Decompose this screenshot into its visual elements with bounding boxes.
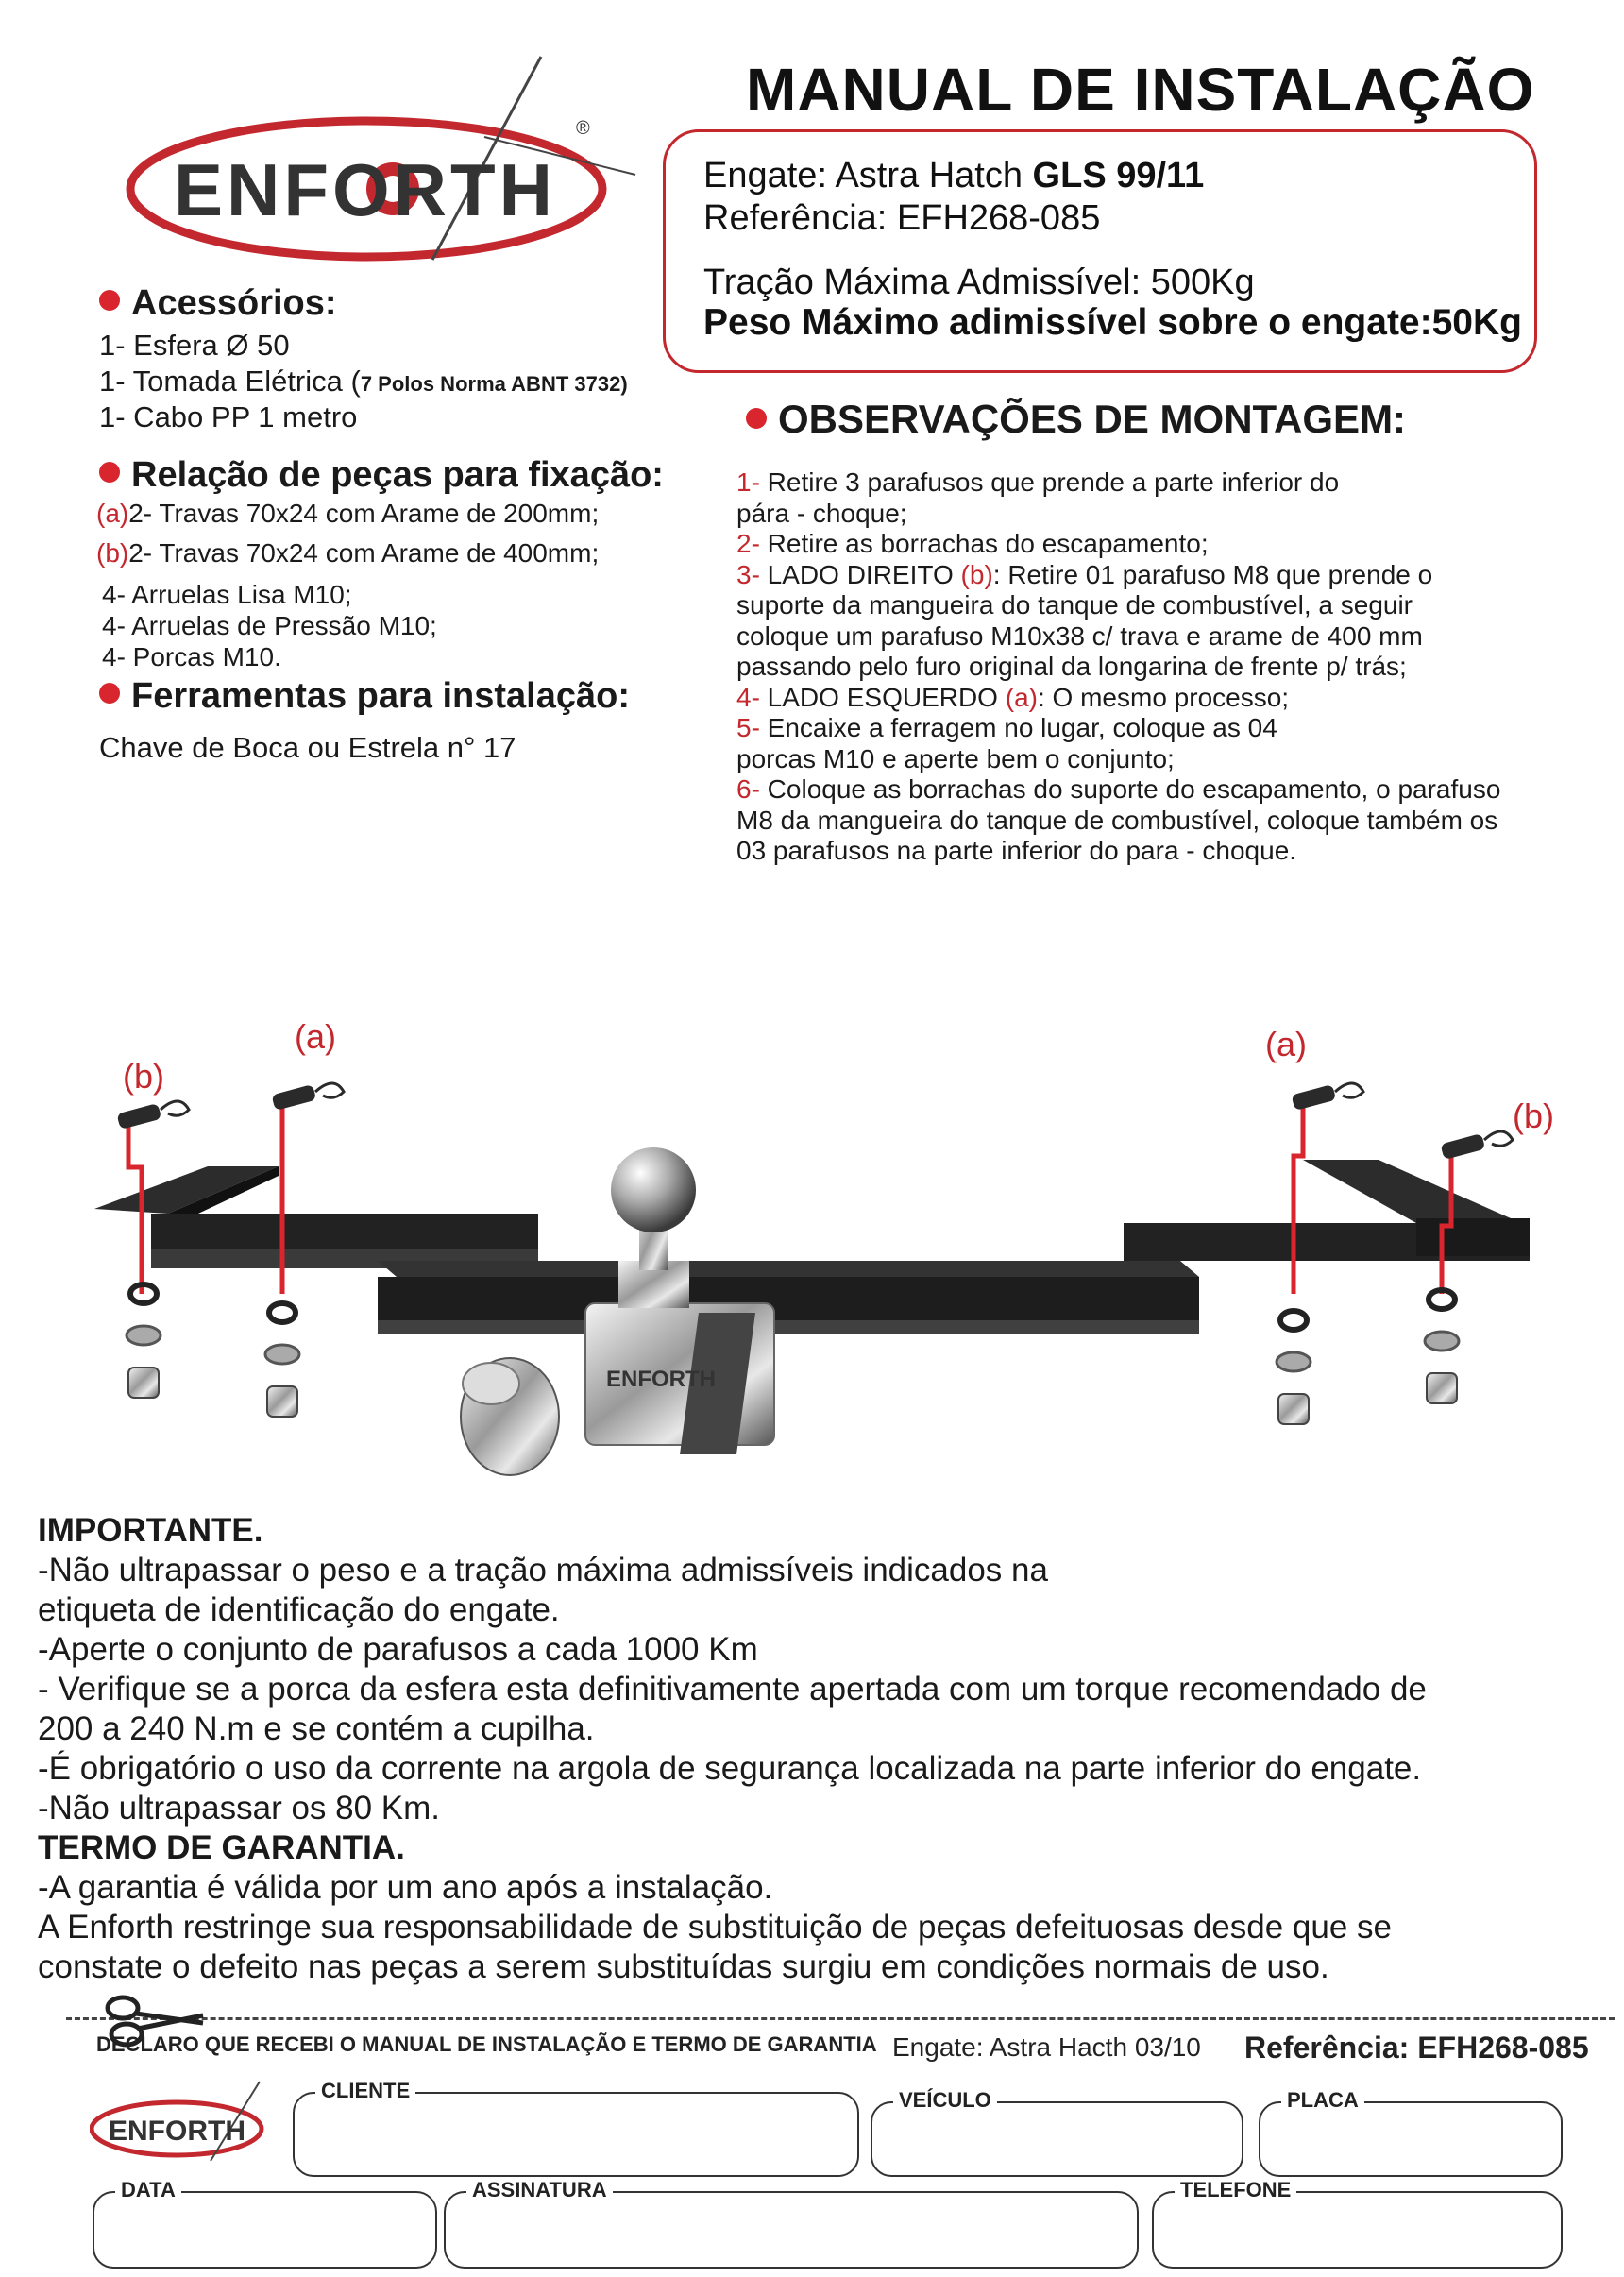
- observacoes-list: [736, 467, 1558, 867]
- registered-mark: ®: [576, 118, 590, 139]
- logo-wordmark: ENFORTH: [174, 148, 556, 231]
- plate-brand-text: ENFORTH: [606, 1367, 716, 1392]
- text-line: -Não ultrapassar o peso e a tração máxima admissíveis indicados na: [38, 1552, 1048, 1589]
- engate-line: [703, 156, 1204, 196]
- cut-line: [66, 2017, 1615, 2020]
- enforth-logo: [111, 47, 640, 274]
- observacoes-heading: OBSERVAÇÕES DE MONTAGEM:: [746, 397, 1406, 442]
- text-line: A Enforth restringe sua responsabilidade de substituição de peças defeituosas desde que se: [38, 1909, 1393, 1946]
- form-logo: [90, 2078, 279, 2167]
- page-title: MANUAL DE INSTALAÇÃO: [746, 56, 1535, 124]
- observacao-line: coloque um parafuso M10x38 c/ trava e arame de 400 mm: [736, 620, 1423, 651]
- observacao-line: 4- LADO ESQUERDO (a): O mesmo processo;: [736, 682, 1290, 712]
- left-arm: [94, 1166, 538, 1268]
- label-b-left: (b): [123, 1057, 164, 1096]
- importante-heading: IMPORTANTE.: [38, 1512, 263, 1549]
- peso-line: Peso Máximo adimissível sobre o engate:50Kg: [703, 302, 1522, 343]
- electric-socket: [461, 1358, 559, 1475]
- placa-label: PLACA: [1281, 2088, 1364, 2113]
- observacao-line: porcas M10 e aperte bem o conjunto;: [736, 743, 1175, 773]
- text-line: etiqueta de identificação do engate.: [38, 1591, 560, 1628]
- peca-item: 4- Arruelas Lisa M10;: [102, 580, 352, 609]
- acessorio-item: 1- Cabo PP 1 metro: [99, 400, 358, 433]
- assinatura-label: ASSINATURA: [466, 2178, 613, 2202]
- garantia-heading: TERMO DE GARANTIA.: [38, 1829, 405, 1866]
- text-line: -É obrigatório o uso da corrente na argola de segurança localizada na parte inferior do engate.: [38, 1750, 1422, 1787]
- peca-item: (b)2- Travas 70x24 com Arame de 400mm;: [96, 538, 600, 568]
- ferramentas-text: Chave de Boca ou Estrela n° 17: [99, 731, 516, 764]
- telefone-label: TELEFONE: [1175, 2178, 1296, 2202]
- ferramentas-heading: Ferramentas para instalação:: [99, 676, 630, 717]
- importante-lines: [38, 1551, 1596, 1828]
- veiculo-field[interactable]: [871, 2088, 1243, 2177]
- assinatura-field[interactable]: [444, 2178, 1139, 2269]
- bullet-icon: [746, 408, 767, 429]
- tow-hitch-diagram: [76, 1001, 1586, 1492]
- veiculo-label: VEÍCULO: [893, 2088, 997, 2113]
- referencia-line: Referência: EFH268-085: [703, 198, 1101, 238]
- text-line: - Verifique se a porca da esfera esta definitivamente apertada com um torque recomendado de: [38, 1671, 1427, 1708]
- cliente-label: CLIENTE: [315, 2079, 415, 2103]
- text-line: -Não ultrapassar os 80 Km.: [38, 1790, 441, 1827]
- tracao-line: Tração Máxima Admissível: 500Kg: [703, 263, 1255, 302]
- text-line: -A garantia é válida por um ano após a instalação.: [38, 1869, 773, 1906]
- cliente-field[interactable]: [293, 2079, 859, 2177]
- observacao-line: 2- Retire as borrachas do escapamento;: [736, 529, 1209, 558]
- right-arm: [1124, 1160, 1530, 1261]
- form-engate: Engate: Astra Hacth 03/10: [892, 2032, 1201, 2062]
- observacao-line: suporte da mangueira do tanque de combustível, a seguir: [736, 590, 1413, 620]
- label-a-right: (a): [1265, 1025, 1307, 1063]
- bullet-icon: [99, 290, 120, 311]
- peca-item: (a)2- Travas 70x24 com Arame de 200mm;: [96, 499, 600, 528]
- observacao-line: 5- Encaixe a ferragem no lugar, coloque as 04: [736, 713, 1277, 742]
- data-field[interactable]: [93, 2178, 437, 2269]
- placa-field[interactable]: [1259, 2088, 1563, 2177]
- telefone-field[interactable]: [1152, 2178, 1563, 2269]
- acessorio-item: 1- Tomada Elétrica (7 Polos Norma ABNT 3732): [99, 365, 628, 398]
- bullet-icon: [99, 683, 120, 704]
- text-line: -Aperte o conjunto de parafusos a cada 1000 Km: [38, 1631, 758, 1668]
- observacao-line: M8 da mangueira do tanque de combustível, coloque também os: [736, 805, 1498, 835]
- declaration-text: DECLARO QUE RECEBI O MANUAL DE INSTALAÇÃO E TERMO DE GARANTIA: [96, 2032, 877, 2056]
- observacao-line: 1- Retire 3 parafusos que prende a parte inferior do: [736, 467, 1340, 497]
- text-line: 200 a 240 N.m e se contém a cupilha.: [38, 1710, 595, 1747]
- tomada-note: 7 Polos Norma ABNT 3732): [360, 372, 628, 396]
- acessorios-heading: Acessórios:: [99, 283, 337, 324]
- text-line: constate o defeito nas peças a serem substituídas surgiu em condições normais de uso.: [38, 1948, 1329, 1985]
- data-label: DATA: [115, 2178, 181, 2202]
- label-a-left: (a): [295, 1017, 336, 1056]
- pecas-heading: Relação de peças para fixação:: [99, 455, 664, 496]
- peca-item: 4- Arruelas de Pressão M10;: [102, 611, 437, 640]
- observacao-line: 6- Coloque as borrachas do suporte do escapamento, o parafuso: [736, 774, 1501, 804]
- bullet-icon: [99, 462, 120, 483]
- label-b-right: (b): [1513, 1096, 1554, 1135]
- engate-model: GLS 99/11: [1032, 156, 1205, 195]
- garantia-lines: [38, 1868, 1596, 1987]
- spec-box: [663, 129, 1537, 373]
- observacao-line: pára - choque;: [736, 498, 907, 528]
- observacao-line: passando pelo furo original da longarina de frente p/ trás;: [736, 652, 1407, 681]
- observacao-line: 3- LADO DIREITO (b): Retire 01 parafuso M8 que prende o: [736, 559, 1433, 589]
- form-referencia: Referência: EFH268-085: [1244, 2031, 1589, 2065]
- engate-label: Engate: Astra Hatch: [703, 156, 1023, 195]
- logo-graphic: [111, 47, 640, 274]
- form-logo-wordmark: ENFORTH: [109, 2116, 245, 2147]
- observacao-line: 03 parafusos na parte inferior do para - choque.: [736, 836, 1297, 865]
- peca-item: 4- Porcas M10.: [102, 642, 281, 671]
- importante-section: [38, 1511, 1596, 1987]
- acessorio-item: 1- Esfera Ø 50: [99, 329, 290, 362]
- center-bar: [378, 1261, 1199, 1334]
